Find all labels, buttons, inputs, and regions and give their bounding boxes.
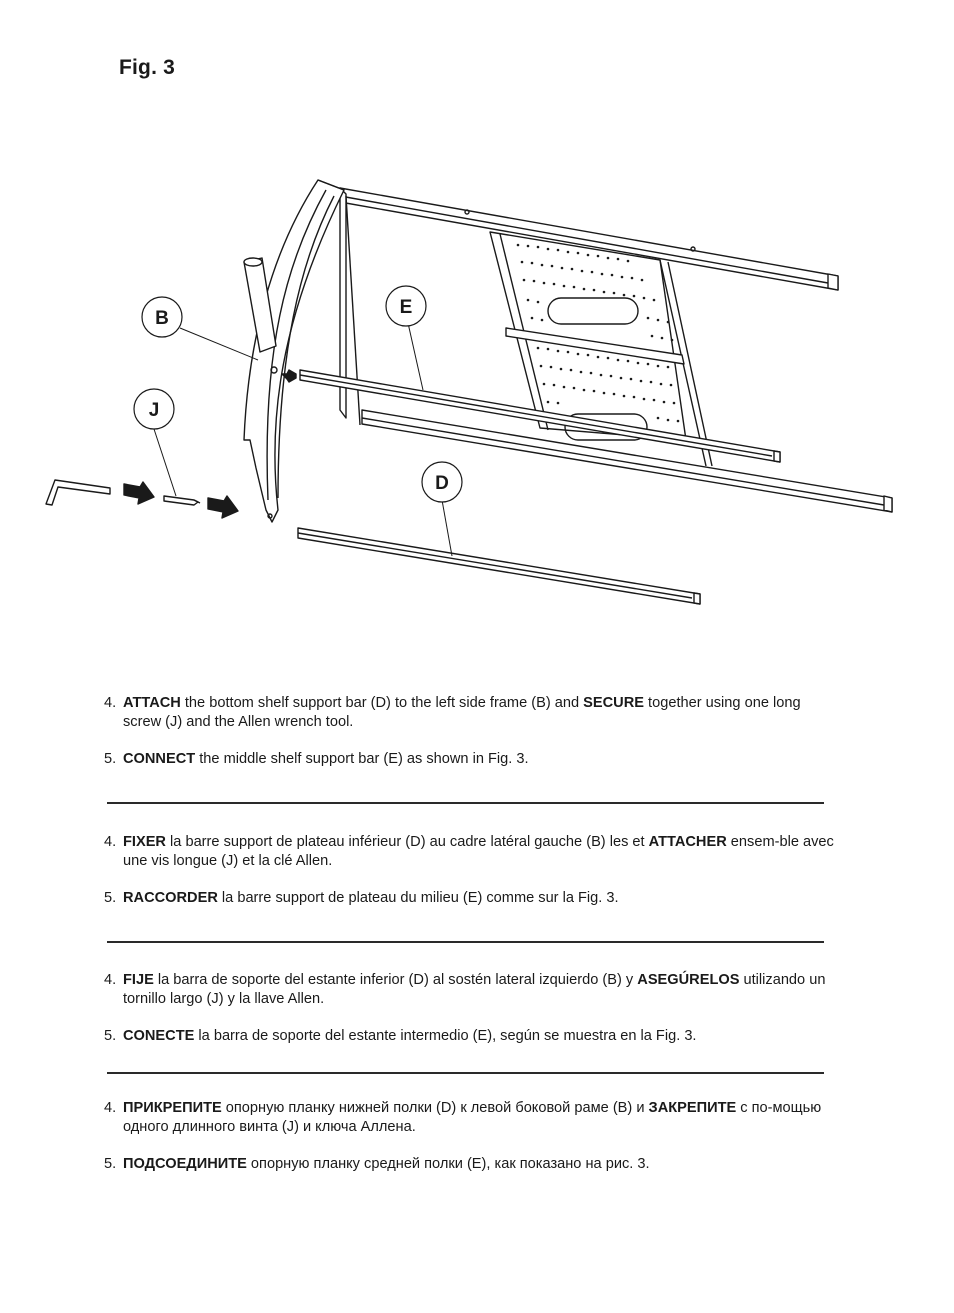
bottom-shelf-bar-d	[298, 528, 700, 604]
step-5-en: 5. CONNECT the middle shelf support bar (E) as shown in Fig. 3.	[104, 751, 529, 767]
callout-e: E	[399, 297, 413, 318]
assembly-diagram	[0, 150, 954, 630]
step-5-ru: 5. ПОДСОЕДИНИТЕ опорную планку средней полки (E), как показано на рис. 3.	[104, 1156, 650, 1172]
divider	[107, 802, 824, 804]
callout-b: B	[155, 308, 169, 329]
divider	[107, 1072, 824, 1074]
step-4-es: 4. FIJE la barra de soporte del estante inferior (D) al sostén lateral izquierdo (B) y ASEGÚRELOS utilizando un tornillo largo (J) y la llave Allen.	[104, 972, 826, 1007]
allen-wrench	[46, 480, 110, 505]
callout-j: J	[148, 400, 160, 421]
step-4-fr: 4. FIXER la barre support de plateau inférieur (D) au cadre latéral gauche (B) les et ATTACHER ensem-ble avec une vis longue (J) et la clé Allen.	[104, 834, 834, 869]
step-4-en: 4. ATTACH the bottom shelf support bar (D) to the left side frame (B) and SECURE together using one long screw (J) and the Allen wrench tool.	[104, 695, 801, 730]
divider	[107, 941, 824, 943]
step-4-ru: 4. ПРИКРЕПИТЕ опорную планку нижней полки (D) к левой боковой раме (B) и ЗАКРЕПИТЕ с по-мощью одного длинного винта (J) и ключа Аллена.	[104, 1100, 822, 1135]
step-5-fr: 5. RACCORDER la barre support de plateau du milieu (E) comme sur la Fig. 3.	[104, 890, 619, 906]
leader-lines	[153, 323, 452, 556]
long-screw-j	[164, 496, 200, 505]
step-5-es: 5. CONECTE la barra de soporte del estante intermedio (E), según se muestra en la Fig. 3.	[104, 1028, 697, 1044]
section-ru	[104, 1099, 834, 1174]
callout-d: D	[435, 473, 449, 494]
section-fr	[104, 833, 834, 908]
section-en	[104, 694, 834, 769]
figure-title: Fig. 3	[119, 56, 176, 79]
left-side-frame-b	[244, 180, 344, 522]
section-es	[104, 971, 834, 1046]
